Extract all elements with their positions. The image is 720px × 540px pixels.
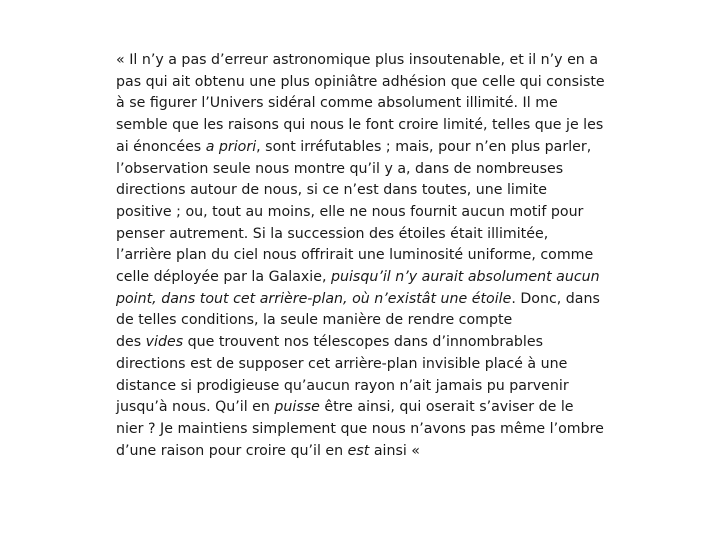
italic-text: point, dans tout cet arrière-plan, où n’existât une étoile — [116, 290, 512, 307]
text-line — [116, 376, 636, 398]
text-line — [116, 419, 636, 441]
text-segment: l’observation seule nous montre qu’il y a, dans de nombreuses — [116, 160, 564, 177]
text-segment: « Il n’y a pas d’erreur astronomique plus insoutenable, et il n’y en a — [116, 52, 599, 68]
text-segment: directions autour de nous, si ce n’est dans toutes, une limite — [116, 182, 547, 199]
text-line — [116, 180, 636, 202]
text-line — [116, 354, 636, 376]
text-segment: semble que les raisons qui nous le font croire limité, telles que je les — [116, 117, 604, 134]
text-line — [116, 289, 636, 311]
text-segment: de telles conditions, la seule manière de rendre compte — [116, 312, 513, 329]
text-segment: . Donc, dans — [511, 290, 600, 307]
text-segment: celle déployée par la Galaxie, — [116, 269, 331, 286]
italic-text: vides — [145, 334, 184, 351]
text-segment: d’une raison pour croire qu’il en — [116, 442, 348, 459]
italic-text: puisqu’il n’y aurait absolument aucun — [330, 269, 600, 286]
text-segment: que trouvent nos télescopes dans d’innombrables — [183, 334, 543, 351]
text-segment: ai énoncées — [116, 138, 206, 155]
italic-text: puisse — [274, 399, 320, 416]
text-line — [116, 202, 636, 224]
text-segment: jusqu’à nous. Qu’il en — [116, 399, 275, 416]
quote-paragraph — [116, 50, 636, 462]
text-segment: ainsi « — [369, 442, 420, 459]
text-line — [116, 332, 636, 354]
text-segment: directions est de supposer cet arrière-plan invisible placé à une — [116, 355, 568, 372]
text-line — [116, 245, 636, 267]
text-line — [116, 310, 636, 332]
text-line — [116, 267, 636, 289]
text-line — [116, 50, 636, 72]
italic-text: est — [347, 442, 370, 459]
text-segment: à se figurer l’Univers sidéral comme absolument illimité. Il me — [116, 95, 558, 112]
text-segment: être ainsi, qui oserait s’aviser de le — [319, 399, 574, 416]
text-line — [116, 115, 636, 137]
text-line — [116, 224, 636, 246]
text-segment: des — [116, 334, 146, 351]
text-line — [116, 397, 636, 419]
text-segment: nier ? Je maintiens simplement que nous n’avons pas même l’ombre — [116, 420, 604, 437]
text-line — [116, 159, 636, 181]
text-segment: , sont irréfutables ; mais, pour n’en plus parler, — [256, 138, 592, 155]
italic-text: a priori — [205, 138, 257, 155]
text-line — [116, 441, 636, 463]
text-segment: l’arrière plan du ciel nous offrirait une luminosité uniforme, comme — [116, 247, 594, 264]
text-line — [116, 72, 636, 94]
text-line — [116, 137, 636, 159]
text-segment: penser autrement. Si la succession des étoiles était illimitée, — [116, 225, 549, 242]
text-segment: positive ; ou, tout au moins, elle ne nous fournit aucun motif pour — [116, 203, 584, 220]
text-segment: pas qui ait obtenu une plus opiniâtre adhésion que celle qui consiste — [116, 73, 605, 90]
text-line — [116, 93, 636, 115]
text-segment: distance si prodigieuse qu’aucun rayon n’ait jamais pu parvenir — [116, 377, 569, 394]
